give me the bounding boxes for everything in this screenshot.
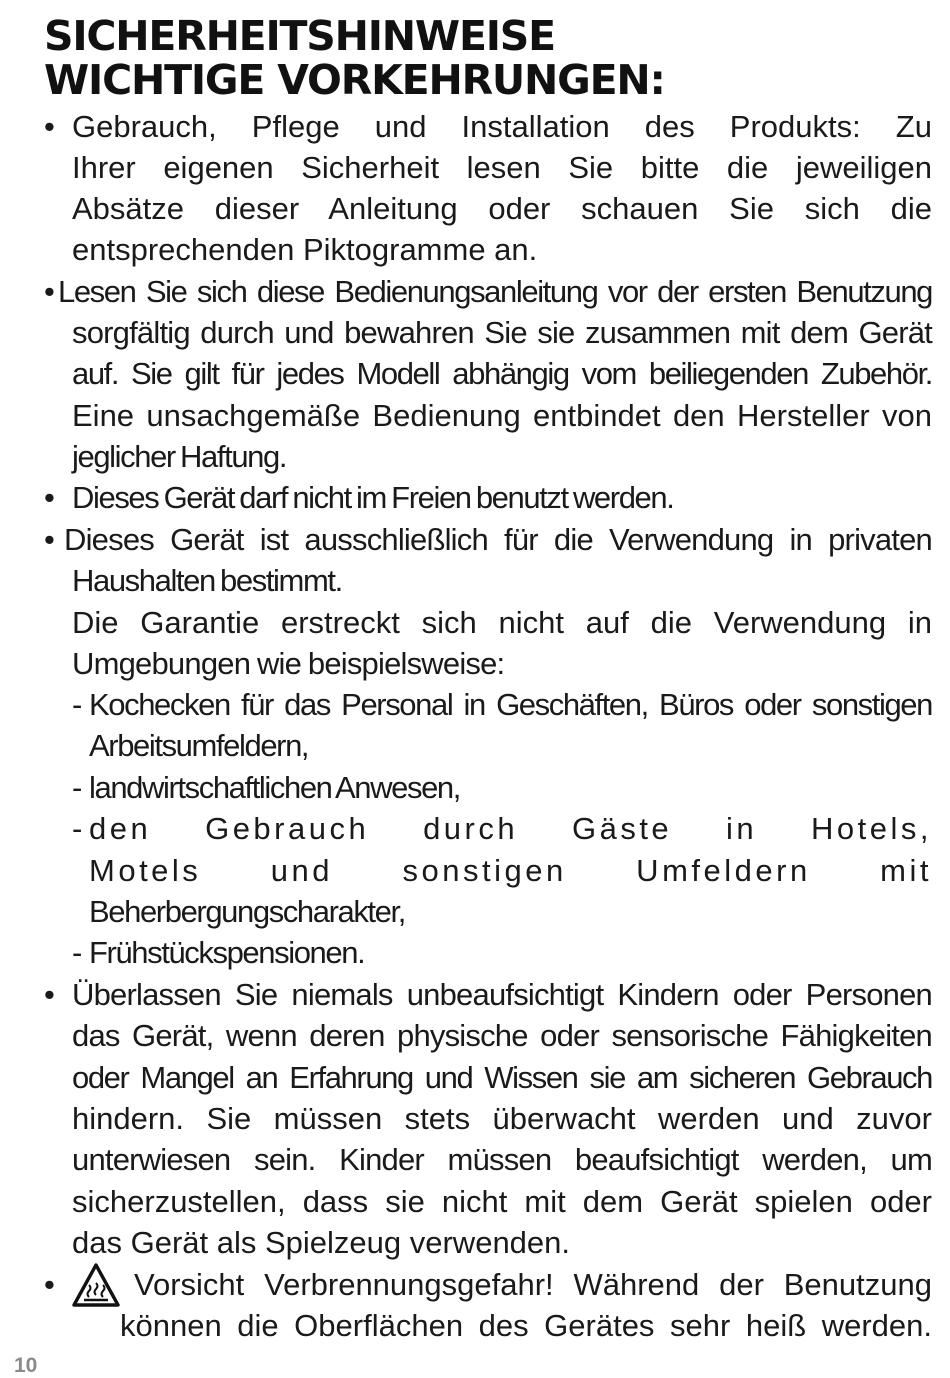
- dash-marker: -: [72, 687, 83, 722]
- bullet-marker: •: [44, 480, 55, 515]
- bullet-marker: •: [44, 274, 55, 309]
- text-line: sorgfältig durch und bewahren Sie sie zusammen mit dem Gerät: [72, 315, 932, 350]
- text-line: Lesen Sie sich diese Bedienungsanleitung vor der ersten Benutzung: [58, 274, 932, 309]
- dash-marker: -: [72, 770, 83, 805]
- text-line: können die Oberflächen des Gerätes sehr heiß werden.: [120, 1308, 932, 1343]
- text-line: Dieses Gerät darf nicht im Freien benutzt werden.: [72, 480, 674, 515]
- text-line: landwirtschaftlichen Anwesen,: [89, 770, 460, 805]
- text-line: das Gerät als Spielzeug verwenden.: [72, 1225, 571, 1260]
- text-line: Eine unsachgemäße Bedienung entbindet den Hersteller von: [72, 398, 932, 433]
- heading-line-1: SICHERHEITSHINWEISE: [44, 12, 555, 60]
- bullet-marker: •: [44, 522, 55, 557]
- text-line: den Gebrauch durch Gäste in Hotels,: [89, 811, 932, 846]
- text-line: das Gerät, wenn deren physische oder sensorische Fähigkeiten: [72, 1018, 932, 1053]
- text-line: Beherbergungscharakter,: [89, 894, 405, 929]
- text-line: jeglicher Haftung.: [72, 439, 287, 474]
- text-line: Überlassen Sie niemals unbeaufsichtigt Kindern oder Personen: [72, 977, 932, 1012]
- text-line: unterwiesen sein. Kinder müssen beaufsichtigt werden, um: [72, 1142, 932, 1177]
- bullet-marker: •: [44, 977, 55, 1012]
- text-line: Dieses Gerät ist ausschließlich für die Verwendung in privaten: [64, 522, 932, 557]
- text-line: Haushalten bestimmt.: [72, 563, 342, 598]
- text-line: Motels und sonstigen Umfeldern mit: [89, 853, 932, 888]
- text-line: Die Garantie erstreckt sich nicht auf die Verwendung in: [72, 605, 932, 640]
- text-line: Umgebungen wie beispielsweise:: [72, 646, 505, 681]
- text-line: auf. Sie gilt für jedes Modell abhängig vom beiliegenden Zubehör.: [72, 356, 932, 391]
- text-line: hindern. Sie müssen stets überwacht werden und zuvor: [72, 1101, 932, 1136]
- text-line: oder Mangel an Erfahrung und Wissen sie am sicheren Gebrauch: [72, 1060, 932, 1095]
- bullet-marker: •: [44, 109, 55, 144]
- dash-marker: -: [72, 935, 83, 970]
- text-line: sicherzustellen, dass sie nicht mit dem Gerät spielen oder: [72, 1184, 932, 1219]
- text-line: Gebrauch, Pflege und Installation des Produkts: Zu: [72, 109, 932, 144]
- text-line: entsprechenden Piktogramme an.: [72, 232, 538, 267]
- text-line: Absätze dieser Anleitung oder schauen Sie sich die: [72, 191, 932, 226]
- dash-marker: -: [72, 811, 83, 846]
- heading-line-2: WICHTIGE VORKEHRUNGEN:: [44, 56, 665, 104]
- bullet-marker: •: [44, 1267, 55, 1302]
- text-line: Frühstückspensionen.: [89, 935, 365, 970]
- hot-surface-warning-icon: [72, 1262, 120, 1308]
- text-line: Ihrer eigenen Sicherheit lesen Sie bitte die jeweiligen: [72, 150, 932, 185]
- text-line: Vorsicht Verbrennungsgefahr! Während der Benutzung: [134, 1267, 932, 1302]
- text-line: Arbeitsumfeldern,: [89, 728, 309, 763]
- page-number: 10: [14, 1354, 38, 1377]
- text-line: Kochecken für das Personal in Geschäften, Büros oder sonstigen: [89, 687, 932, 722]
- section-heading: [44, 14, 665, 102]
